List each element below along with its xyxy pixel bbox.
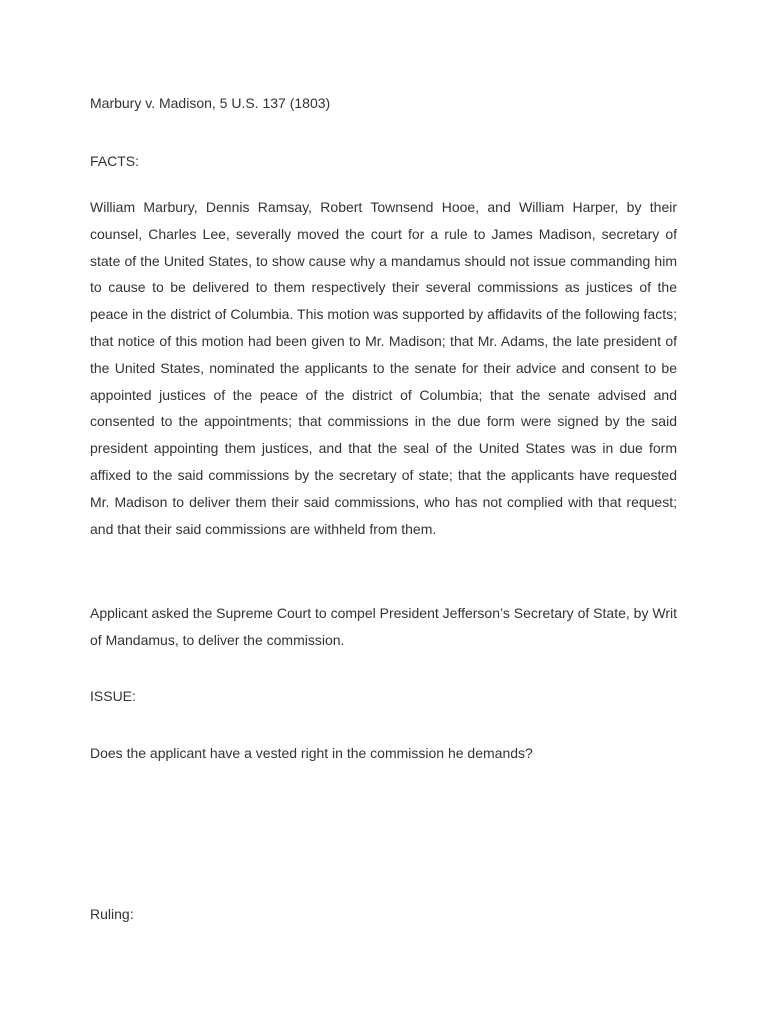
ruling-heading: Ruling: xyxy=(90,906,134,922)
issue-heading: ISSUE: xyxy=(90,688,136,704)
facts-heading: FACTS: xyxy=(90,153,140,169)
issue-question: Does the applicant have a vested right in the commission he demands? xyxy=(90,745,533,761)
applicant-paragraph: Applicant asked the Supreme Court to compel President Jefferson’s Secretary of State, by Writ of Mandamus, to deliver the commission. xyxy=(90,605,677,648)
facts-paragraph: William Marbury, Dennis Ramsay, Robert Townsend Hooe, and William Harper, by their counsel, Charles Lee, severally moved the court for a rule to James Madison, secretary of state of the United States, to show cause why a mandamus should not issue commanding him to cause to be delivered to them respectively their several commissions as justices of the peace in the district of Columbia. This motion was supported by affidavits of the following facts; that notice of this motion had been given to Mr. Madison; that Mr. Adams, the late president of the United States, nominated the applicants to the senate for their advice and consent to be appointed justices of the peace of the district of Columbia; that the senate advised and consented to the appointments; that commissions in the due form were signed by the said president appointing them justices, and that the seal of the United States was in due form affixed to the said commissions by the secretary of state; that the applicants have requested Mr. Madison to deliver them their said commissions, who has not complied with that request; and that their said commissions are withheld from them. xyxy=(90,199,677,537)
case-title: Marbury v. Madison, 5 U.S. 137 (1803) xyxy=(90,95,331,111)
